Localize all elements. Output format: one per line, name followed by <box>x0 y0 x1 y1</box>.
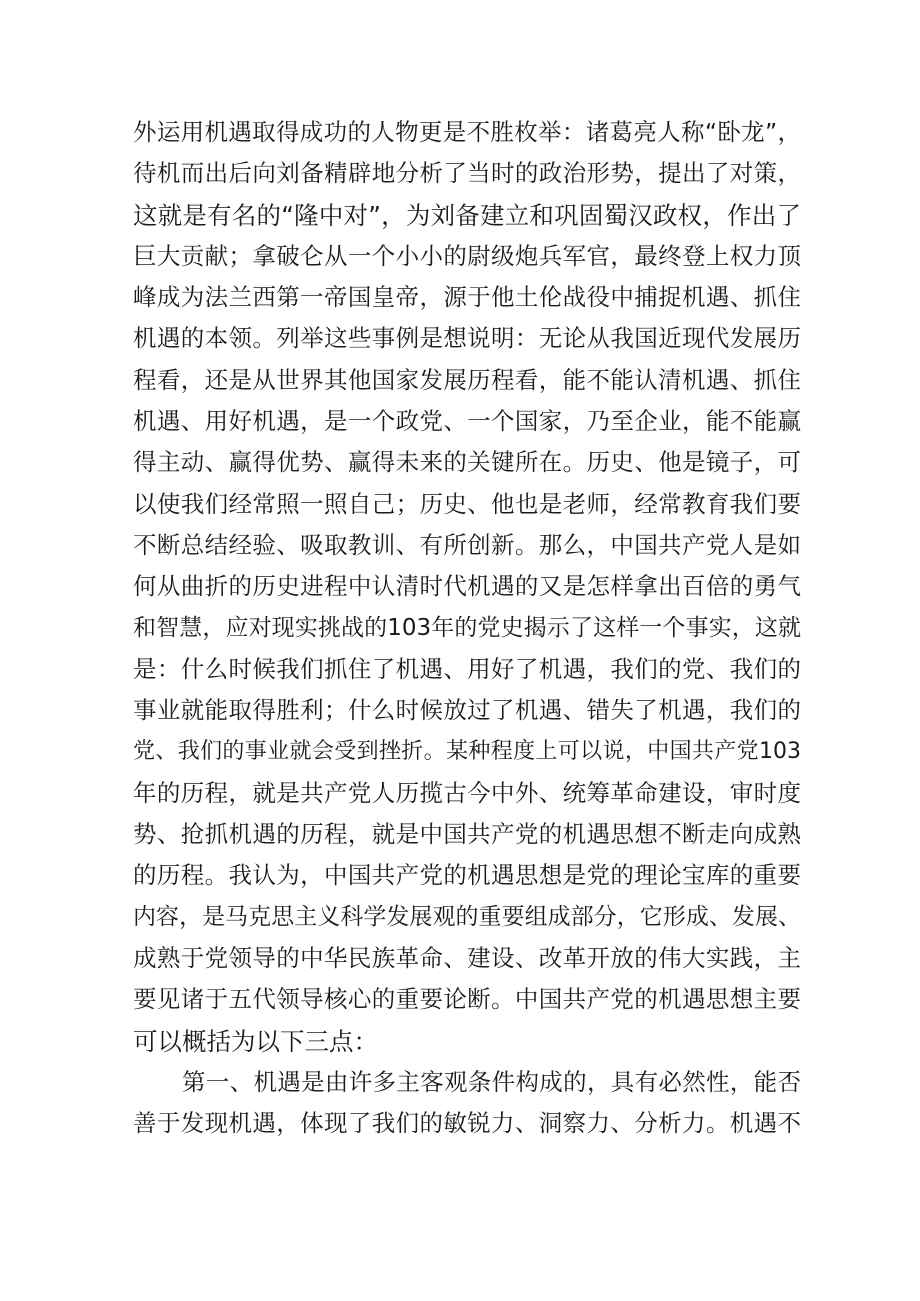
text-line: 党、我们的事业就会受到挫折。某种程度上可以说，中国共产党103 <box>133 739 801 765</box>
text-line: 这就是有名的“隆中对”，为刘备建立和巩固蜀汉政权，作出了 <box>133 200 801 230</box>
text-line: 第一、机遇是由许多主客观条件构成的，具有必然性，能否 <box>182 1067 801 1096</box>
text-line: 何从曲折的历史进程中认清时代机遇的又是怎样拿出百倍的勇气 <box>133 572 801 601</box>
text-line: 是：什么时候我们抓住了机遇、用好了机遇，我们的党、我们的 <box>133 654 801 683</box>
body-text <box>133 112 801 1144</box>
text-line: 内容，是马克思主义科学发展观的重要组成部分，它形成、发展、 <box>133 903 801 930</box>
text-line: 要见诸于五代领导核心的重要论断。中国共产党的机遇思想主要 <box>133 985 801 1014</box>
text-line: 巨大贡献；拿破仑从一个小小的尉级炮兵军官，最终登上权力顶 <box>133 241 801 270</box>
text-line: 待机而出后向刘备精辟地分析了当时的政治形势，提出了对策， <box>133 159 801 188</box>
text-line: 事业就能取得胜利；什么时候放过了机遇、错失了机遇，我们的 <box>133 696 801 725</box>
text-line: 势、抢抓机遇的历程，就是中国共产党的机遇思想不断走向成熟 <box>133 820 801 849</box>
text-line: 成熟于党领导的中华民族革命、建设、改革开放的伟大实践，主 <box>133 943 801 972</box>
text-line: 机遇、用好机遇，是一个政党、一个国家，乃至企业，能不能赢 <box>133 407 801 436</box>
paragraph <box>133 1062 801 1145</box>
text-line: 得主动、赢得优势、赢得未来的关键所在。历史、他是镜子，可 <box>133 448 801 477</box>
text-line: 程看，还是从世界其他国家发展历程看，能不能认清机遇、抓住 <box>133 365 801 394</box>
text-line: 年的历程，就是共产党人历揽古今中外、统筹革命建设，审时度 <box>133 778 801 807</box>
paragraph <box>133 112 801 1062</box>
text-line: 机遇的本领。列举这些事例是想说明：无论从我国近现代发展历 <box>133 324 801 353</box>
text-line: 以使我们经常照一照自己；历史、他也是老师，经常教育我们要 <box>133 489 801 518</box>
text-line: 善于发现机遇，体现了我们的敏锐力、洞察力、分析力。机遇不 <box>133 1109 801 1138</box>
text-line: 外运用机遇取得成功的人物更是不胜枚举：诸葛亮人称“卧龙”， <box>133 118 801 146</box>
text-line: 和智慧，应对现实挑战的103年的党史揭示了这样一个事实，这就 <box>133 614 801 641</box>
text-line: 可以概括为以下三点： <box>133 1026 378 1056</box>
text-line: 不断总结经验、吸取教训、有所创新。那么，中国共产党人是如 <box>133 530 801 559</box>
text-line: 峰成为法兰西第一帝国皇帝，源于他土伦战役中捕捉机遇、抓住 <box>133 283 801 312</box>
text-line: 的历程。我认为，中国共产党的机遇思想是党的理论宝库的重要 <box>133 861 801 890</box>
